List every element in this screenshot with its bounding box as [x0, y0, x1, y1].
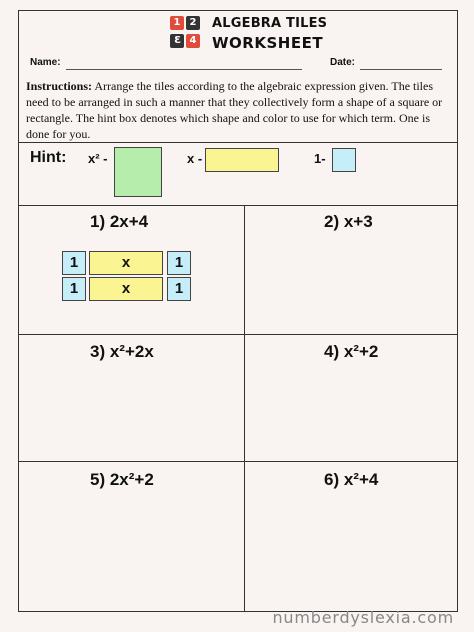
instructions-text: Arrange the tiles according to the algebraic expression given. The tiles need to be arranged in such a manner that they collectively form a shape of a square or rectangle. The hint box denotes which shape and color to use for which term. One is done for you. — [26, 79, 443, 141]
page-title-line1: ALGEBRA TILES — [212, 16, 328, 31]
problem-2-label: 2) x+3 — [324, 212, 373, 231]
date-label: Date: — [330, 57, 356, 68]
problem-1-label: 1) 2x+4 — [90, 212, 149, 231]
problem-3-label: 3) x²+2x — [90, 342, 154, 361]
date-field[interactable] — [360, 69, 442, 70]
divider — [18, 142, 458, 143]
x-tile: x — [89, 277, 163, 301]
instructions-label: Instructions: — [26, 79, 93, 93]
one-tile: 1 — [167, 251, 191, 275]
hint-label: Hint: — [30, 149, 67, 166]
hint-x-label: x - — [187, 151, 203, 166]
problem-4-label: 4) x²+2 — [324, 342, 379, 361]
hint-x2-label: x² - — [88, 151, 108, 166]
footer-website: numberdyslexia.com — [272, 608, 454, 627]
logo — [170, 16, 202, 50]
one-tile: 1 — [167, 277, 191, 301]
page-title-line2: WORKSHEET — [212, 34, 324, 52]
x-tile: x — [89, 251, 163, 275]
hint-x-tile — [205, 148, 279, 172]
one-tile: 1 — [62, 277, 86, 301]
problem-5-label: 5) 2x²+2 — [90, 470, 154, 489]
instructions — [26, 78, 446, 142]
problem-6-label: 6) x²+4 — [324, 470, 379, 489]
divider — [18, 334, 458, 335]
divider — [18, 205, 458, 206]
divider — [18, 461, 458, 462]
name-field[interactable] — [66, 69, 302, 70]
one-tile: 1 — [62, 251, 86, 275]
hint-x2-tile — [114, 147, 162, 197]
logo-tile-3: 3 — [170, 34, 184, 48]
name-label: Name: — [30, 57, 61, 68]
divider — [244, 205, 245, 611]
logo-tile-4: 4 — [186, 34, 200, 48]
logo-tile-1: 1 — [170, 16, 184, 30]
logo-tile-2: 2 — [186, 16, 200, 30]
hint-one-tile — [332, 148, 356, 172]
hint-one-label: 1- — [314, 151, 326, 166]
